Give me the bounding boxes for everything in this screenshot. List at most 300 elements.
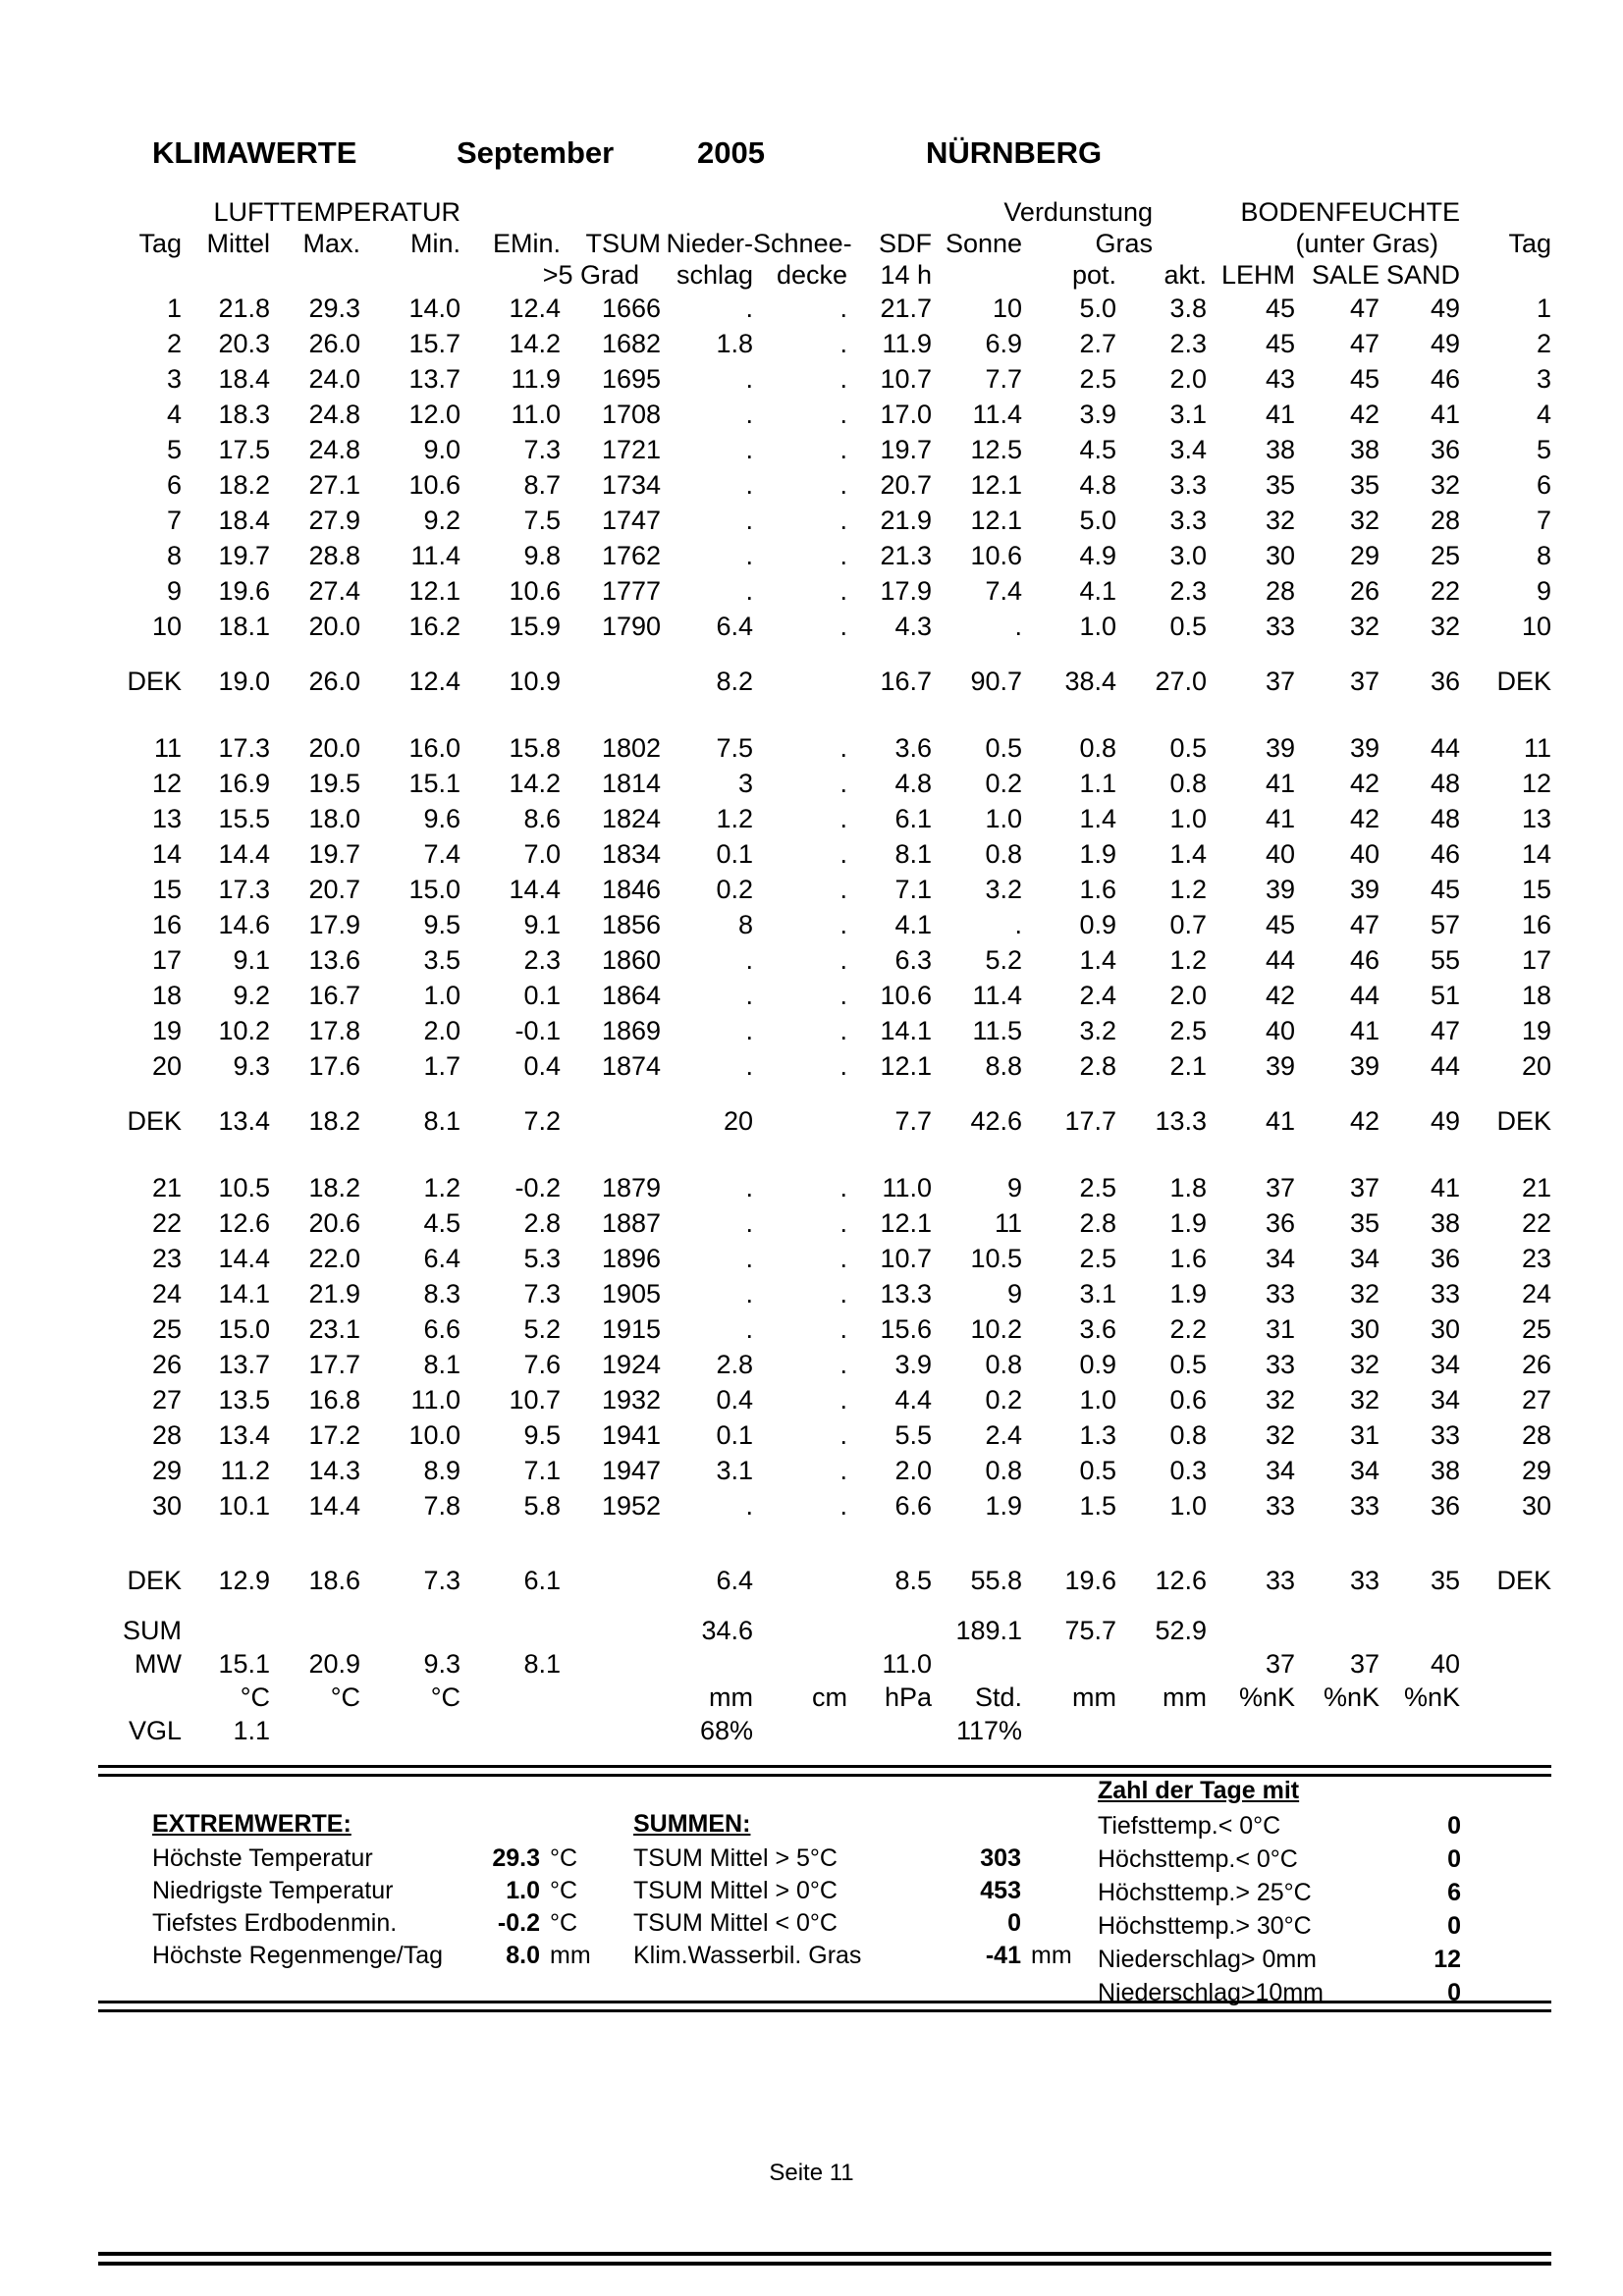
extremwerte-value: 1.0 bbox=[506, 1877, 540, 1904]
table-cell: 6.3 bbox=[894, 945, 933, 975]
table-cell: 18 bbox=[1522, 981, 1552, 1010]
table-cell: 14.1 bbox=[218, 1279, 270, 1308]
table-cell: 44 bbox=[1265, 945, 1296, 975]
table-cell: 29.3 bbox=[308, 294, 360, 323]
table-cell: 6 bbox=[166, 470, 182, 500]
table-cell: 7.1 bbox=[894, 875, 933, 904]
table-cell: 10 bbox=[1522, 612, 1552, 641]
table-cell: 2.5 bbox=[1079, 364, 1117, 394]
table-cell: . bbox=[839, 875, 848, 904]
table-row-day bbox=[98, 1347, 1551, 1382]
table-cell: 1.4 bbox=[1169, 839, 1208, 869]
summen-section bbox=[633, 1806, 1100, 1972]
table-cell: 11.5 bbox=[972, 1016, 1023, 1045]
table-cell: 32 bbox=[1431, 612, 1461, 641]
table-cell: 42.6 bbox=[970, 1106, 1023, 1136]
table-cell: . bbox=[745, 1314, 754, 1344]
table-cell: 8.1 bbox=[423, 1106, 461, 1136]
table-cell: 41 bbox=[1431, 1173, 1461, 1202]
table-cell: . bbox=[745, 470, 754, 500]
table-row-day bbox=[98, 766, 1551, 801]
table-cell: 4 bbox=[1537, 400, 1552, 429]
extremwerte-value: -0.2 bbox=[497, 1909, 540, 1937]
tage-value: 0 bbox=[1447, 1812, 1461, 1840]
tage-label: Niederschlag> 0mm bbox=[1098, 1946, 1318, 1973]
table-cell: 12.4 bbox=[408, 667, 461, 696]
table-cell: 17.8 bbox=[308, 1016, 360, 1045]
table-cell: 27 bbox=[1522, 1385, 1552, 1415]
table-cell: 33 bbox=[1431, 1279, 1461, 1308]
table-cell: 31 bbox=[1349, 1420, 1380, 1450]
climate-table-body bbox=[98, 291, 1551, 1747]
table-cell: 68% bbox=[699, 1716, 754, 1745]
spacer-row bbox=[98, 1084, 1551, 1103]
table-cell bbox=[1460, 1681, 1551, 1714]
table-row-day bbox=[98, 1382, 1551, 1417]
table-cell: 11.0 bbox=[511, 400, 562, 429]
table-row-day bbox=[98, 432, 1551, 467]
table-cell: 26.0 bbox=[308, 329, 360, 358]
summen-value: 303 bbox=[980, 1844, 1021, 1872]
table-cell: 1 bbox=[1537, 294, 1552, 323]
table-cell: 2.5 bbox=[1169, 1016, 1208, 1045]
table-cell bbox=[460, 1714, 561, 1747]
table-row-day bbox=[98, 291, 1551, 326]
table-cell: 25 bbox=[151, 1314, 182, 1344]
table-cell: 2.5 bbox=[1079, 1173, 1117, 1202]
table-cell: 1.4 bbox=[1079, 945, 1117, 975]
table-cell: 13.7 bbox=[218, 1350, 270, 1379]
table-row-mw bbox=[98, 1647, 1551, 1681]
table-cell: . bbox=[839, 612, 848, 641]
table-cell: 17.0 bbox=[880, 400, 933, 429]
table-cell: 6.9 bbox=[985, 329, 1023, 358]
table-cell: 20.7 bbox=[880, 470, 933, 500]
table-cell: . bbox=[839, 1456, 848, 1485]
group-lufttemperatur: LUFTTEMPERATUR bbox=[213, 197, 461, 227]
table-cell bbox=[847, 1614, 932, 1647]
table-cell: 2.3 bbox=[1169, 329, 1208, 358]
extremwerte-section bbox=[152, 1806, 619, 1972]
table-cell: 20 bbox=[723, 1106, 754, 1136]
table-cell: 18 bbox=[151, 981, 182, 1010]
table-cell: 10.2 bbox=[218, 1016, 270, 1045]
table-cell: 32 bbox=[1265, 1420, 1296, 1450]
table-cell: 9.8 bbox=[523, 541, 562, 570]
table-cell: . bbox=[745, 364, 754, 394]
table-cell: 47 bbox=[1349, 294, 1380, 323]
table-cell: 3 bbox=[166, 364, 182, 394]
table-cell: 6.4 bbox=[423, 1244, 461, 1273]
table-cell: 1.0 bbox=[1169, 804, 1208, 833]
table-cell: 42 bbox=[1349, 400, 1380, 429]
table-cell: 4.8 bbox=[1079, 470, 1117, 500]
table-cell: DEK bbox=[1496, 1106, 1552, 1136]
table-cell: 1.0 bbox=[1079, 612, 1117, 641]
spacer-row bbox=[98, 699, 1551, 730]
table-cell: 7 bbox=[1537, 506, 1552, 535]
table-cell: . bbox=[1014, 612, 1023, 641]
table-cell: 11.0 bbox=[882, 1649, 933, 1679]
table-row-day bbox=[98, 1205, 1551, 1241]
table-cell bbox=[1460, 1714, 1551, 1747]
table-cell: 3.4 bbox=[1169, 435, 1208, 464]
table-cell: 18.2 bbox=[218, 470, 270, 500]
table-row-day bbox=[98, 361, 1551, 397]
table-cell: 8 bbox=[1537, 541, 1552, 570]
table-cell: 19.0 bbox=[218, 667, 270, 696]
table-cell: 21.9 bbox=[308, 1279, 360, 1308]
table-cell: 38 bbox=[1265, 435, 1296, 464]
table-cell: 1856 bbox=[601, 910, 662, 939]
table-cell: . bbox=[839, 470, 848, 500]
table-cell: 23.1 bbox=[308, 1314, 360, 1344]
table-cell: 29 bbox=[151, 1456, 182, 1485]
table-row-dek bbox=[98, 1103, 1551, 1139]
table-cell: 11 bbox=[995, 1208, 1023, 1238]
spacer-cell bbox=[98, 644, 1551, 664]
table-cell: 39 bbox=[1349, 733, 1380, 763]
tage-section bbox=[1098, 1773, 1461, 2009]
table-cell: 32 bbox=[1265, 1385, 1296, 1415]
table-cell: 2.8 bbox=[716, 1350, 754, 1379]
table-cell: 11.9 bbox=[511, 364, 562, 394]
table-cell: 9.3 bbox=[423, 1649, 461, 1679]
tage-label: Höchsttemp.> 30°C bbox=[1098, 1912, 1312, 1940]
table-cell: 15.0 bbox=[408, 875, 461, 904]
table-cell: °C bbox=[240, 1682, 270, 1712]
summen-item bbox=[633, 1875, 1100, 1907]
table-cell: 29 bbox=[1522, 1456, 1552, 1485]
col-subheader-nieder: schlag bbox=[676, 260, 754, 290]
table-cell: 23 bbox=[1522, 1244, 1552, 1273]
table-cell: 2.7 bbox=[1079, 329, 1117, 358]
table-cell: 10.9 bbox=[509, 667, 562, 696]
table-cell: 12.5 bbox=[970, 435, 1023, 464]
table-cell: 7.3 bbox=[523, 435, 562, 464]
table-cell: 33 bbox=[1265, 1491, 1296, 1521]
tage-item bbox=[1098, 1909, 1461, 1943]
table-cell: 36 bbox=[1431, 1491, 1461, 1521]
table-cell: 21 bbox=[151, 1173, 182, 1202]
table-cell: 44 bbox=[1431, 1051, 1461, 1081]
table-cell: 1.6 bbox=[1169, 1244, 1208, 1273]
table-cell: 18.6 bbox=[308, 1566, 360, 1595]
table-cell: 1924 bbox=[601, 1350, 662, 1379]
table-cell: 7 bbox=[166, 506, 182, 535]
table-cell: 30 bbox=[1349, 1314, 1380, 1344]
table-row-day bbox=[98, 1453, 1551, 1488]
table-cell: 35 bbox=[1349, 470, 1380, 500]
spacer-cell bbox=[98, 1523, 1551, 1563]
extremwerte-unit: mm bbox=[550, 1942, 591, 1969]
table-cell: 117% bbox=[955, 1716, 1023, 1745]
table-cell: 17.7 bbox=[1064, 1106, 1117, 1136]
table-row-day bbox=[98, 1013, 1551, 1048]
table-cell bbox=[1460, 1614, 1551, 1647]
table-cell: 189.1 bbox=[955, 1616, 1023, 1645]
table-cell: 26 bbox=[1522, 1350, 1552, 1379]
table-cell: 33 bbox=[1349, 1491, 1380, 1521]
col-header-unter-gras: (unter Gras) bbox=[1295, 229, 1439, 258]
table-cell: 9.6 bbox=[423, 804, 461, 833]
table-cell: . bbox=[745, 541, 754, 570]
table-cell: 37 bbox=[1265, 667, 1296, 696]
table-cell: 12.1 bbox=[970, 470, 1023, 500]
table-cell bbox=[561, 1681, 661, 1714]
table-cell: 33 bbox=[1265, 1566, 1296, 1595]
spacer-row bbox=[98, 1523, 1551, 1563]
table-cell: 41 bbox=[1265, 804, 1296, 833]
climate-table bbox=[98, 196, 1551, 1747]
table-row-units bbox=[98, 1681, 1551, 1714]
table-cell: 1941 bbox=[601, 1420, 662, 1450]
table-cell: 9.2 bbox=[233, 981, 270, 1010]
table-cell: 12.1 bbox=[880, 1051, 933, 1081]
table-row-day bbox=[98, 397, 1551, 432]
table-cell: 26.0 bbox=[308, 667, 360, 696]
table-cell bbox=[753, 1647, 847, 1681]
table-cell: 51 bbox=[1431, 981, 1461, 1010]
table-cell: 2.5 bbox=[1079, 1244, 1117, 1273]
table-cell: . bbox=[839, 1279, 848, 1308]
table-cell: 5 bbox=[166, 435, 182, 464]
table-cell: 1.9 bbox=[1169, 1279, 1208, 1308]
table-cell: 28 bbox=[1265, 576, 1296, 606]
table-cell: 20.7 bbox=[308, 875, 360, 904]
table-cell: 13 bbox=[1522, 804, 1552, 833]
table-cell: 2.8 bbox=[1079, 1208, 1117, 1238]
table-cell: 8.8 bbox=[985, 1051, 1023, 1081]
table-cell: 1952 bbox=[601, 1491, 662, 1521]
tage-heading: Zahl der Tage mit bbox=[1098, 1777, 1300, 1804]
table-cell: 48 bbox=[1431, 769, 1461, 798]
table-cell: 45 bbox=[1265, 329, 1296, 358]
table-cell: 13.6 bbox=[308, 945, 360, 975]
table-cell: 6.6 bbox=[423, 1314, 461, 1344]
col-header-min: Min. bbox=[410, 229, 461, 258]
table-cell: 41 bbox=[1431, 400, 1461, 429]
report-year: 2005 bbox=[697, 135, 765, 170]
col-header-emin: EMin. bbox=[493, 229, 562, 258]
table-cell: 7.3 bbox=[523, 1279, 562, 1308]
table-cell: °C bbox=[430, 1682, 461, 1712]
table-cell: %nK bbox=[1404, 1682, 1461, 1712]
table-cell: 1932 bbox=[601, 1385, 662, 1415]
table-cell: 30 bbox=[151, 1491, 182, 1521]
table-cell: 15 bbox=[151, 875, 182, 904]
table-cell: . bbox=[745, 981, 754, 1010]
table-cell: 17 bbox=[1522, 945, 1552, 975]
table-cell: 44 bbox=[1431, 733, 1461, 763]
table-cell: 12.1 bbox=[880, 1208, 933, 1238]
table-cell: 15.9 bbox=[509, 612, 562, 641]
table-cell: 22 bbox=[1431, 576, 1461, 606]
table-cell: 2.0 bbox=[423, 1016, 461, 1045]
table-cell: 45 bbox=[1349, 364, 1380, 394]
table-cell: . bbox=[745, 294, 754, 323]
table-cell: 24.0 bbox=[308, 364, 360, 394]
table-cell: 10.6 bbox=[509, 576, 562, 606]
table-cell: 11.4 bbox=[410, 541, 461, 570]
table-cell: . bbox=[839, 1385, 848, 1415]
table-cell: 1.3 bbox=[1079, 1420, 1117, 1450]
table-cell bbox=[561, 1563, 661, 1598]
table-cell: 29 bbox=[1349, 541, 1380, 570]
table-cell: . bbox=[839, 733, 848, 763]
table-cell: 11 bbox=[153, 733, 182, 763]
summen-item bbox=[633, 1940, 1100, 1972]
table-cell: 18.0 bbox=[308, 804, 360, 833]
table-cell: 36 bbox=[1431, 435, 1461, 464]
table-cell: 24.8 bbox=[308, 400, 360, 429]
table-cell: 9.3 bbox=[233, 1051, 270, 1081]
col-header-gras: Gras bbox=[1095, 229, 1154, 258]
table-cell: 57 bbox=[1431, 910, 1461, 939]
table-cell: 8 bbox=[166, 541, 182, 570]
table-cell: 2.4 bbox=[985, 1420, 1023, 1450]
table-cell: 37 bbox=[1349, 667, 1380, 696]
table-cell: MW bbox=[135, 1649, 182, 1679]
table-cell: . bbox=[745, 1016, 754, 1045]
col-subheader-akt: akt. bbox=[1163, 260, 1208, 290]
table-cell: 9.5 bbox=[423, 910, 461, 939]
extremwerte-item bbox=[152, 1907, 619, 1940]
table-cell: . bbox=[839, 506, 848, 535]
col-subheader-tsum: >5 Grad bbox=[542, 260, 640, 290]
table-cell: 1896 bbox=[601, 1244, 662, 1273]
table-row-day bbox=[98, 1488, 1551, 1523]
table-cell: 24.8 bbox=[308, 435, 360, 464]
table-cell: . bbox=[839, 1350, 848, 1379]
table-cell: 8.1 bbox=[423, 1350, 461, 1379]
table-cell: 8.7 bbox=[523, 470, 562, 500]
table-cell: 5.0 bbox=[1079, 294, 1117, 323]
table-cell: 1947 bbox=[601, 1456, 662, 1485]
table-cell: 35 bbox=[1349, 1208, 1380, 1238]
table-cell: 32 bbox=[1349, 1279, 1380, 1308]
spacer-row bbox=[98, 644, 1551, 664]
table-cell bbox=[1380, 1714, 1460, 1747]
extremwerte-item bbox=[152, 1842, 619, 1875]
table-cell: 38.4 bbox=[1064, 667, 1117, 696]
table-cell: 19 bbox=[1522, 1016, 1552, 1045]
table-cell: 1887 bbox=[601, 1208, 662, 1238]
col-subheader-schnee: decke bbox=[776, 260, 848, 290]
table-cell: 37 bbox=[1265, 1173, 1296, 1202]
table-cell: . bbox=[839, 945, 848, 975]
summen-label: TSUM Mittel > 5°C bbox=[633, 1844, 838, 1872]
table-cell: 9.1 bbox=[523, 910, 562, 939]
table-cell: . bbox=[745, 1279, 754, 1308]
table-cell: 17.5 bbox=[218, 435, 270, 464]
table-cell: 7.2 bbox=[523, 1106, 562, 1136]
tage-value: 0 bbox=[1447, 1845, 1461, 1873]
table-row-day bbox=[98, 1276, 1551, 1311]
table-cell: 8.3 bbox=[423, 1279, 461, 1308]
table-cell: 16.0 bbox=[408, 733, 461, 763]
table-header-row bbox=[98, 228, 1551, 259]
table-cell: 46 bbox=[1431, 839, 1461, 869]
table-cell: 21.7 bbox=[880, 294, 933, 323]
table-cell: 75.7 bbox=[1064, 1616, 1117, 1645]
table-row-day bbox=[98, 907, 1551, 942]
spacer-cell bbox=[98, 699, 1551, 730]
page-number: Seite 11 bbox=[769, 2160, 854, 2186]
table-cell: 17.6 bbox=[308, 1051, 360, 1081]
table-cell: 0.1 bbox=[523, 981, 562, 1010]
table-cell: 2.0 bbox=[1169, 364, 1208, 394]
table-row-day bbox=[98, 1241, 1551, 1276]
table-cell: 0.8 bbox=[1169, 769, 1208, 798]
table-cell: 4.5 bbox=[423, 1208, 461, 1238]
table-cell: 9 bbox=[1007, 1173, 1023, 1202]
table-cell: 36 bbox=[1431, 1244, 1461, 1273]
table-cell: 7.0 bbox=[523, 839, 562, 869]
summen-value: 0 bbox=[1007, 1909, 1021, 1937]
spacer-row bbox=[98, 1598, 1551, 1614]
table-cell bbox=[561, 1103, 661, 1139]
table-cell: 8.2 bbox=[716, 667, 754, 696]
table-cell: . bbox=[1014, 910, 1023, 939]
table-cell: . bbox=[839, 1491, 848, 1521]
spacer-cell bbox=[1460, 196, 1551, 228]
table-cell: DEK bbox=[127, 1106, 182, 1136]
table-cell: 3.3 bbox=[1169, 470, 1208, 500]
tage-list bbox=[1098, 1809, 1461, 2009]
table-cell: 10.5 bbox=[218, 1173, 270, 1202]
table-cell: 38 bbox=[1431, 1456, 1461, 1485]
table-subheader-row bbox=[98, 259, 1551, 291]
tage-label: Niederschlag>10mm bbox=[1098, 1979, 1324, 2006]
table-cell bbox=[753, 1614, 847, 1647]
table-cell: 3.6 bbox=[1079, 1314, 1117, 1344]
summen-item bbox=[633, 1842, 1100, 1875]
table-cell: 3.9 bbox=[1079, 400, 1117, 429]
table-cell: 33 bbox=[1265, 1350, 1296, 1379]
table-cell: 19.7 bbox=[880, 435, 933, 464]
table-cell: 46 bbox=[1431, 364, 1461, 394]
table-cell: 11.4 bbox=[972, 981, 1023, 1010]
table-cell: 8.5 bbox=[894, 1566, 933, 1595]
table-cell: 35 bbox=[1265, 470, 1296, 500]
table-cell: 47 bbox=[1431, 1016, 1461, 1045]
table-cell: 13.7 bbox=[408, 364, 461, 394]
table-cell: . bbox=[839, 1051, 848, 1081]
table-cell: 28 bbox=[1522, 1420, 1552, 1450]
table-cell: 0.2 bbox=[985, 1385, 1023, 1415]
table-cell: -0.2 bbox=[514, 1173, 562, 1202]
table-cell: 2.2 bbox=[1169, 1314, 1208, 1344]
table-cell: 20.9 bbox=[308, 1649, 360, 1679]
table-cell: 34.6 bbox=[701, 1616, 754, 1645]
table-cell: 42 bbox=[1349, 804, 1380, 833]
table-cell: 2 bbox=[166, 329, 182, 358]
table-cell: . bbox=[745, 945, 754, 975]
table-cell: 11.9 bbox=[882, 329, 933, 358]
table-cell bbox=[1207, 1714, 1295, 1747]
table-row-day bbox=[98, 1048, 1551, 1084]
table-cell: 10.6 bbox=[408, 470, 461, 500]
table-cell: 34 bbox=[1349, 1456, 1380, 1485]
table-cell: 23 bbox=[151, 1244, 182, 1273]
table-cell: 2.3 bbox=[1169, 576, 1208, 606]
table-cell: 3.3 bbox=[1169, 506, 1208, 535]
table-cell: . bbox=[745, 1244, 754, 1273]
spacer-cell bbox=[98, 259, 182, 291]
table-cell bbox=[561, 1614, 661, 1647]
table-cell: 10.1 bbox=[218, 1491, 270, 1521]
